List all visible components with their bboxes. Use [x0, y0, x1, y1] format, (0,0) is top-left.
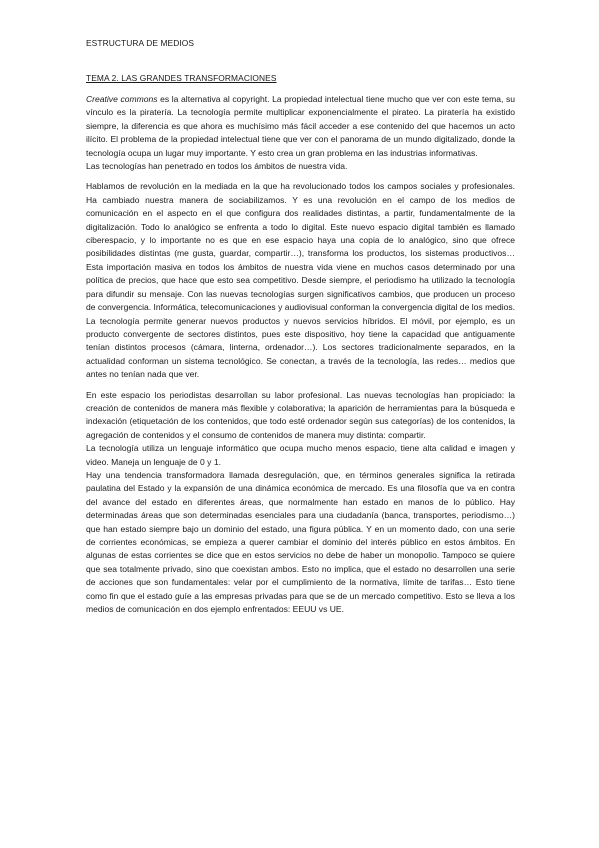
paragraph-technologies: Las tecnologías han penetrado en todos los ámbitos de nuestra vida. [86, 161, 348, 172]
section-title: TEMA 2. LAS GRANDES TRANSFORMACIONES [86, 73, 277, 83]
paragraph-creative-commons-text: es la alternativa al copyright. La propiedad intelectual tiene mucho que ver con este tema, su vínculo es la piratería. La tecnología permite multiplicar exponencialmente el pirateo. La piratería ha existido siempre, la diferencia es que ahora es muchísimo más fácil acceder a ese contenido del que hacemos un acto ilícito. El problema de la propiedad intelectual tiene que ver con el panorama de un mundo digitalizado, donde la tecnología ocupa un lugar muy importante. Y esto crea un gran problema en las industrias informativas. [86, 94, 515, 158]
paragraph-revolution: Hablamos de revolución en la mediada en la que ha revolucionado todos los campos sociales y profesionales. Ha cambiado nuestra manera de sociabilizamos. Y es una revolución en el campo de los medios de comunicación en el aspecto en el que configura dos realidades distintas, a partir, fundamentalmente de la digitalización. Todo lo analógico se enfrenta a todo lo digital. Este nuevo espacio digital también es llamado ciberespacio, y lo importante no es que en ese espacio haya una copia de lo analógico, sino que ofrece posibilidades distintas (me gusta, guardar, compartir…), transforma los productos, los sistemas productivos… Esta importación masiva en todos los ámbitos de nuestra vida viene en muchos casos determinado por una política de precios, que hace que esto sea competitivo. Desde siempre, el periodismo ha utilizado la tecnología para difundir su mensaje. Con las nuevas tecnologías surgen significativos cambios, que producen un proceso de convergencia. Informática, telecomunicaciones y audiovisual conforman la convergencia digital de los medios. La tecnología permite generar nuevos productos y nuevos servicios híbridos. El móvil, por ejemplo, es un producto convergente de sectores distintos, pues este dispositivo, hoy tiene la capacidad que antiguamente tenían distintos procesos (cámara, linterna, ordenador…). Los sectores tradicionalmente separados, en la actualidad conforman un sistema tecnológico. Se conectan, a través de la tecnología, las redes… medios que antes no tenían nada que ver. [86, 181, 515, 380]
paragraph-language: La tecnología utiliza un lenguaje informático que ocupa mucho menos espacio, tiene alta calidad e imagen y video. Maneja un lenguaje de 0 y 1. [86, 443, 515, 467]
paragraph-creative-commons [86, 93, 515, 160]
document-page [86, 38, 515, 616]
creative-commons-term: Creative commons [86, 94, 158, 104]
document-header: ESTRUCTURA DE MEDIOS [86, 38, 195, 48]
paragraph-deregulation: Hay una tendencia transformadora llamada desregulación, que, en términos generales significa la retirada paulatina del Estado y la expansión de una dinámica económica de mercado. Es una filosofía que va en contra del avance del estado en diferentes áreas, que normalmente han estado en manos de lo público. Hay determinadas áreas que son determinadas esenciales para una ciudadanía (banca, transportes, periodismo…) que han estado siempre bajo un dominio del estado, una figura pública. Y en un momento dado, con una serie de corrientes económicas, se empieza a querer cambiar el dominio del interés público en estos ámbitos. En algunas de estas corrientes se dice que en estos servicios no debe de haber un monopolio. Tampoco se quiere que sea totalmente privado, sino que coexistan ambos. Esto no implica, que el estado no desarrollen una serie de acciones que son fundamentales: velar por el cumplimiento de la normativa, límite de tarifas… Esto tiene como fin que el estado guíe a las empresas privadas para que se de un mercado competitivo. Esto se lleva a los medios de comunicación en dos ejemplo enfrentados: EEUU vs UE. [86, 469, 515, 615]
paragraph-journalists: En este espacio los periodistas desarrollan su labor profesional. Las nuevas tecnologías han propiciado: la creación de contenidos de manera más flexible y colaborativa; la aparición de herramientas para la búsqueda e indexación (etiquetación de los contenidos, que todo esté ordenador según sus categorías) de los contenidos, la agregación de contenidos y el consumo de contenidos de manera muy distinta: compartir. [86, 389, 515, 440]
